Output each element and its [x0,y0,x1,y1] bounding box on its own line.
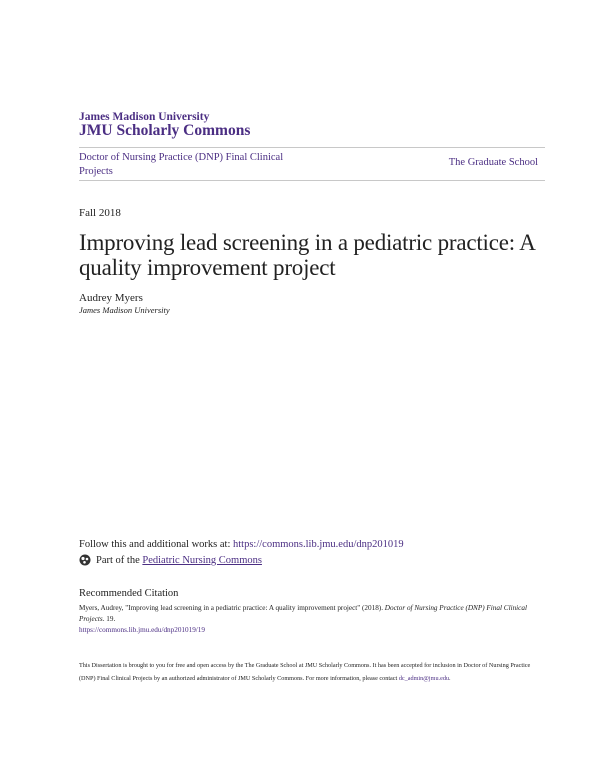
notice-text: This Dissertation is brought to you for free and open access by the The Graduate School at JMU Scholarly Commons. It has been accepted for inclusion in Doctor of Nursing Practice (DNP) Final Clinical Projects by an authorized administrator of JMU Scholarly Commons. For more information, please contact [79,662,531,682]
follow-url-link[interactable]: https://commons.lib.jmu.edu/dnp201019 [233,539,404,550]
contact-email-link[interactable]: dc_admin@jmu.edu [398,675,450,682]
pediatric-nursing-commons-link[interactable]: Pediatric Nursing Commons [142,554,262,566]
citation-plain: Myers, Audrey, "Improving lead screening in a pediatric practice: A quality improvement project" (2018). [79,604,385,612]
follow-text: Follow this and additional works at: [79,539,233,550]
title-line-2: quality improvement project [79,255,336,280]
part-of-text: Part of the [96,554,140,566]
network-icon [79,554,91,566]
citation-italic: Doctor of Nursing Practice (DNP) Final Clinical Projects [79,604,527,623]
collection-line-1: Doctor of Nursing Practice (DNP) Final Clinical [79,152,284,163]
author-name: Audrey Myers [79,292,143,304]
paper-title [79,230,549,280]
part-of-line [79,554,262,566]
scholarly-commons-link[interactable]: JMU Scholarly Commons [79,122,251,139]
citation-end: . 19. [102,615,116,623]
access-notice [79,659,539,685]
author-affiliation: James Madison University [79,305,170,315]
notice-end: . [449,675,451,682]
top-divider [79,147,545,148]
collection-link[interactable] [79,151,319,179]
bottom-divider [79,180,545,181]
recommended-citation-heading: Recommended Citation [79,588,179,599]
university-name: James Madison University [79,111,210,123]
publication-date: Fall 2018 [79,207,121,219]
citation-url-link[interactable]: https://commons.lib.jmu.edu/dnp201019/19 [79,626,205,634]
follow-line [79,539,404,550]
title-line-1: Improving lead screening in a pediatric practice: A [79,230,536,255]
graduate-school-link[interactable]: The Graduate School [448,157,538,168]
collection-line-2: Projects [79,166,113,177]
recommended-citation-body [79,603,539,636]
